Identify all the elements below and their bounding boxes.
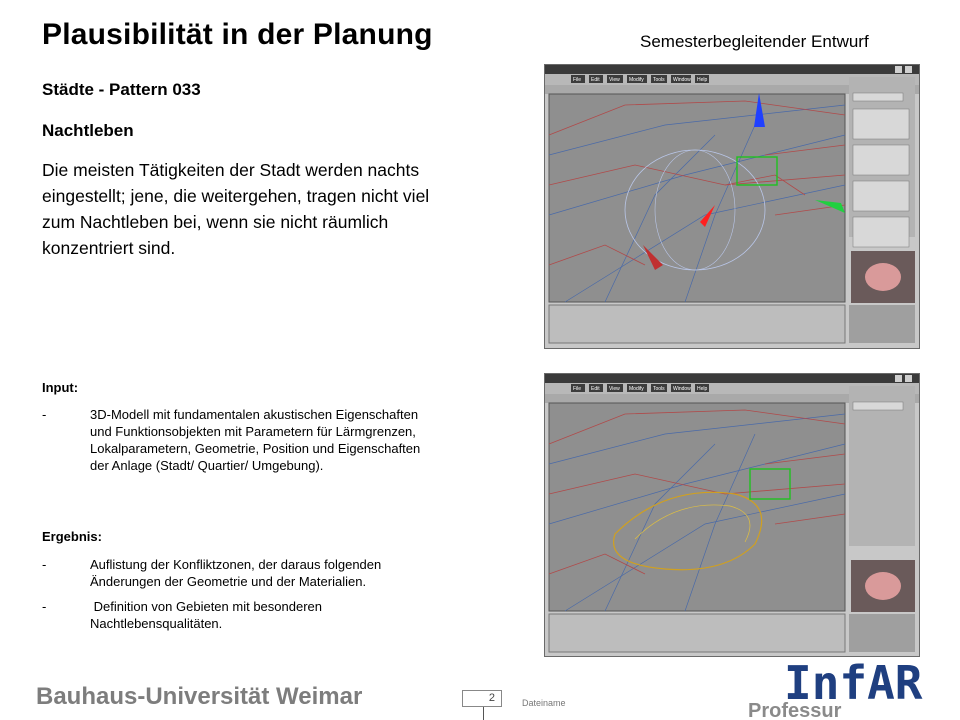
bullet-dash: - [42,557,47,572]
course-subtitle: Semesterbegleitender Entwurf [640,32,869,51]
menu-help: Help [697,77,708,83]
menu-view: View [609,386,620,392]
list-item [42,406,442,474]
menu-file: File [573,77,582,83]
logo-text: InfAR [784,656,923,710]
viewport-screenshot-top [544,64,920,349]
menu-edit: Edit [591,77,600,83]
result-list [42,556,442,640]
filename-label: Dateiname [522,698,566,708]
3d-viewport-image [545,65,919,348]
page-number: 2 [462,690,502,707]
list-item [42,598,442,632]
menu-window: Window [673,386,691,392]
result-heading: Ergebnis: [42,529,102,544]
menu-view: View [609,77,620,83]
section-heading: Nachtleben [42,121,134,140]
page-title: Plausibilität in der Planung [42,18,433,51]
menu-tools: Tools [653,77,665,83]
bullet-dash: - [42,599,47,614]
menu-file: File [573,386,582,392]
pattern-heading: Städte - Pattern 033 [42,80,201,99]
menu-edit: Edit [591,386,600,392]
menu-tools: Tools [653,386,665,392]
menu-window: Window [673,77,691,83]
menu-modify: Modify [629,386,644,392]
bullet-dash: - [42,407,47,422]
input-list [42,406,442,482]
divider [483,707,484,720]
university-name: Bauhaus-Universität Weimar [36,683,363,710]
list-item [42,556,442,590]
viewport-screenshot-bottom [544,373,920,657]
description-paragraph: Die meisten Tätigkeiten der Stadt werden nachts eingestellt; jene, die weitergehen, tragen nicht viel zum Nachtleben bei, wenn sie nicht räumlich konzentriert sind. [42,160,430,258]
list-item-text: Auflistung der Konfliktzonen, der daraus folgenden Änderungen der Geometrie und der Materialien. [90,557,382,589]
logo-subtext: Professur [748,700,842,720]
3d-viewport-image [545,374,919,656]
list-item-text: Definition von Gebieten mit besonderen Nachtlebensqualitäten. [90,599,326,631]
infar-logo [742,655,942,720]
list-item-text: 3D-Modell mit fundamentalen akustischen Eigenschaften und Funktionsobjekten mit Parametern für Lärmgrenzen, Lokalparametern, Geometrie, Position und Eigenschaften der Anlage (Stadt/ Quartier/ Umgebung). [90,407,421,473]
input-heading: Input: [42,380,79,395]
menu-help: Help [697,386,708,392]
menu-modify: Modify [629,77,644,83]
